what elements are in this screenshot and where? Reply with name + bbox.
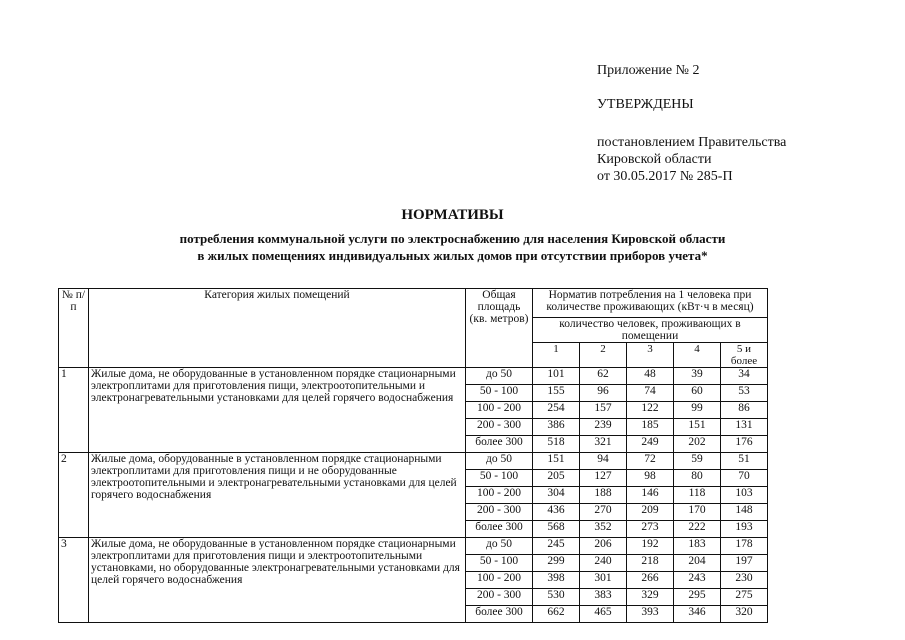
norm-value: 273 — [627, 521, 674, 538]
norm-value: 157 — [580, 402, 627, 419]
norm-value: 151 — [533, 453, 580, 470]
norm-value: 188 — [580, 487, 627, 504]
row-number: 1 — [59, 368, 89, 453]
document-title: НОРМАТИВЫ — [401, 207, 504, 223]
norm-value: 74 — [627, 385, 674, 402]
norm-value: 70 — [721, 470, 768, 487]
norm-value: 51 — [721, 453, 768, 470]
norm-value: 209 — [627, 504, 674, 521]
norm-value: 218 — [627, 555, 674, 572]
norm-value: 101 — [533, 368, 580, 385]
norm-value: 62 — [580, 368, 627, 385]
norm-value: 383 — [580, 589, 627, 606]
norm-value: 176 — [721, 436, 768, 453]
row-area: 100 - 200 — [466, 572, 533, 589]
norm-value: 34 — [721, 368, 768, 385]
row-area: более 300 — [466, 521, 533, 538]
norm-value: 155 — [533, 385, 580, 402]
row-area: 200 - 300 — [466, 504, 533, 521]
row-category: Жилые дома, не оборудованные в установленном порядке стационарными электроплитами для приготовления пищи, электроотопительными и электронагревательными установками для целей горячего водоснабжения — [89, 368, 466, 453]
norm-value: 118 — [674, 487, 721, 504]
header-people-col: 5 и более — [721, 343, 768, 368]
norm-value: 230 — [721, 572, 768, 589]
row-area: 100 - 200 — [466, 487, 533, 504]
norm-value: 295 — [674, 589, 721, 606]
row-number: 3 — [59, 538, 89, 623]
norm-value: 86 — [721, 402, 768, 419]
table-row — [59, 538, 768, 555]
norm-value: 53 — [721, 385, 768, 402]
norm-value: 148 — [721, 504, 768, 521]
norm-value: 436 — [533, 504, 580, 521]
norm-value: 239 — [580, 419, 627, 436]
table-row — [59, 453, 768, 470]
norm-value: 243 — [674, 572, 721, 589]
norm-value: 96 — [580, 385, 627, 402]
norm-value: 170 — [674, 504, 721, 521]
header-norm: Норматив потребления на 1 человека при количестве проживающих (кВт·ч в месяц) — [533, 289, 768, 318]
norm-value: 301 — [580, 572, 627, 589]
row-area: более 300 — [466, 436, 533, 453]
norm-value: 99 — [674, 402, 721, 419]
norm-value: 193 — [721, 521, 768, 538]
norm-value: 662 — [533, 606, 580, 623]
norm-value: 60 — [674, 385, 721, 402]
norm-value: 465 — [580, 606, 627, 623]
row-area: до 50 — [466, 453, 533, 470]
norm-value: 222 — [674, 521, 721, 538]
row-area: 50 - 100 — [466, 555, 533, 572]
norm-value: 299 — [533, 555, 580, 572]
header-people-col: 2 — [580, 343, 627, 368]
decree-date-number: от 30.05.2017 № 285-П — [597, 169, 733, 184]
norm-value: 398 — [533, 572, 580, 589]
row-area: до 50 — [466, 538, 533, 555]
norm-value: 204 — [674, 555, 721, 572]
header-category: Категория жилых помещений — [89, 289, 466, 368]
decree-label: постановлением Правительства — [597, 135, 787, 150]
header-people-col: 4 — [674, 343, 721, 368]
region-label: Кировской области — [597, 152, 712, 167]
norm-value: 254 — [533, 402, 580, 419]
norm-value: 183 — [674, 538, 721, 555]
norm-value: 275 — [721, 589, 768, 606]
header-people-col: 3 — [627, 343, 674, 368]
norm-value: 205 — [533, 470, 580, 487]
norm-value: 178 — [721, 538, 768, 555]
norm-value: 185 — [627, 419, 674, 436]
norm-value: 240 — [580, 555, 627, 572]
row-area: 50 - 100 — [466, 470, 533, 487]
row-category: Жилые дома, не оборудованные в установленном порядке стационарными электроплитами для приготовления пищи и электроотопительными установками, но оборудованные электронагревательными установками для целей горячего водоснабжения — [89, 538, 466, 623]
norm-value: 245 — [533, 538, 580, 555]
norm-value: 80 — [674, 470, 721, 487]
norm-value: 59 — [674, 453, 721, 470]
norm-value: 321 — [580, 436, 627, 453]
norm-value: 206 — [580, 538, 627, 555]
norm-value: 39 — [674, 368, 721, 385]
norm-value: 393 — [627, 606, 674, 623]
norm-value: 151 — [674, 419, 721, 436]
row-area: более 300 — [466, 606, 533, 623]
header-area: Общая площадь (кв. метров) — [466, 289, 533, 368]
norm-value: 518 — [533, 436, 580, 453]
row-category: Жилые дома, оборудованные в установленном порядке стационарными электроплитами для приготовления пищи и не оборудованные электроотопительными и электронагревательными установками для целей горячего водоснабжения — [89, 453, 466, 538]
norm-value: 146 — [627, 487, 674, 504]
norm-value: 266 — [627, 572, 674, 589]
norm-value: 530 — [533, 589, 580, 606]
row-area: 200 - 300 — [466, 589, 533, 606]
norm-value: 249 — [627, 436, 674, 453]
approved-label: УТВЕРЖДЕНЫ — [597, 97, 694, 112]
row-area: до 50 — [466, 368, 533, 385]
norm-value: 270 — [580, 504, 627, 521]
norm-value: 103 — [721, 487, 768, 504]
row-area: 200 - 300 — [466, 419, 533, 436]
norms-table — [58, 288, 768, 623]
norm-value: 202 — [674, 436, 721, 453]
norm-value: 386 — [533, 419, 580, 436]
norm-value: 568 — [533, 521, 580, 538]
norm-value: 304 — [533, 487, 580, 504]
document-subtitle-line-1: потребления коммунальной услуги по электроснабжению для населения Кировской области — [179, 231, 726, 246]
norm-value: 320 — [721, 606, 768, 623]
norm-value: 98 — [627, 470, 674, 487]
table-row — [59, 368, 768, 385]
row-area: 100 - 200 — [466, 402, 533, 419]
norm-value: 192 — [627, 538, 674, 555]
norm-value: 72 — [627, 453, 674, 470]
header-num: № п/п — [59, 289, 89, 368]
header-people-col: 1 — [533, 343, 580, 368]
norm-value: 94 — [580, 453, 627, 470]
norm-value: 48 — [627, 368, 674, 385]
norm-value: 346 — [674, 606, 721, 623]
appendix-label: Приложение № 2 — [597, 63, 700, 78]
norm-value: 197 — [721, 555, 768, 572]
row-area: 50 - 100 — [466, 385, 533, 402]
norm-value: 131 — [721, 419, 768, 436]
document-subtitle-line-2: в жилых помещениях индивидуальных жилых домов при отсутствии приборов учета* — [197, 248, 708, 263]
norm-value: 127 — [580, 470, 627, 487]
norm-value: 329 — [627, 589, 674, 606]
norm-value: 122 — [627, 402, 674, 419]
header-people: количество человек, проживающих в помещении — [533, 318, 768, 343]
norm-value: 352 — [580, 521, 627, 538]
row-number: 2 — [59, 453, 89, 538]
